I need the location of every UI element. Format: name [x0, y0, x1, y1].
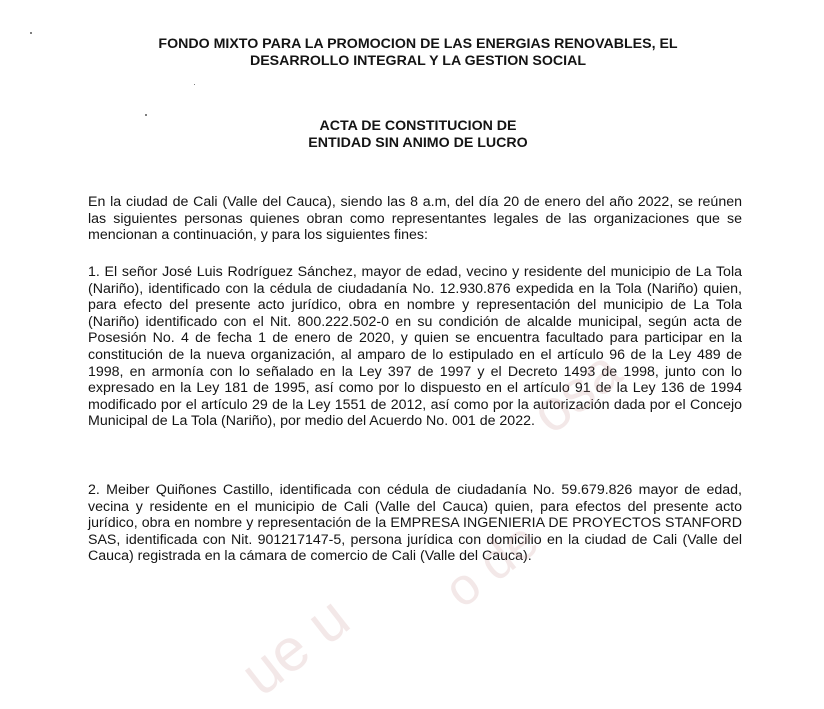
act-title-line-2: ENTIDAD SIN ANIMO DE LUCRO — [308, 135, 528, 151]
item-2-paragraph: 2. Meiber Quiñones Castillo, identificada con cédula de ciudadanía No. 59.679.826 mayor de edad, vecina y residente en el municipio de Cali (Valle del Cauca) quien, para efectos del presente acto jurídico, obra en nombre y representación de la EMPRESA INGENIERIA DE PROYECTOS STANFORD SAS, identificada con Nit. 901217147-5, persona jurídica con domicilio en la ciudad de Cali (Valle del Cauca) registrada en la cámara de comercio de Cali (Valle del Cauca). — [88, 482, 742, 565]
watermark-text-3: ue u — [228, 583, 362, 709]
organization-title-line-1: FONDO MIXTO PARA LA PROMOCION DE LAS ENERGIAS RENOVABLES, EL — [158, 36, 678, 52]
scan-speck — [194, 84, 195, 85]
watermark-text-1: osa — [519, 337, 634, 447]
act-title — [6, 118, 824, 152]
item-1-paragraph: 1. El señor José Luis Rodríguez Sánchez, mayor de edad, vecino y residente del municipio de La Tola (Nariño), identificado con la cédula de ciudadanía No. 12.930.876 expedida en la Tola (Nariño) quien, para efecto del presente acto jurídico, obra en nombre y representación del municipio de La Tola (Nariño) identificado con el Nit. 800.222.502-0 en su condición de alcalde municipal, según acta de Posesión No. 4 de fecha 1 de enero de 2020, y quien se encuentra facultado para participar en la constitución de la nueva organización, al amparo de lo estipulado en el artículo 96 de la Ley 489 de 1998, en armonía con lo señalado en la Ley 397 de 1997 y el Decreto 1493 de 1998, junto con lo expresado en la Ley 181 de 1995, así como por lo dispuesto en el artículo 91 de la Ley 136 de 1994 modificado por el artículo 29 de la Ley 1551 de 2012, así como por la autorización dada por el Concejo Municipal de La Tola (Nariño), por medio del Acuerdo No. 001 de 2022. — [88, 264, 742, 430]
intro-paragraph: En la ciudad de Cali (Valle del Cauca), siendo las 8 a.m, del día 20 de enero del año 2022, se reúnen las siguientes personas quienes obran como representantes legales de las organizaciones que se mencionan a continuación, y para los siguientes fines: — [88, 194, 742, 244]
organization-title-line-2: DESARROLLO INTEGRAL Y LA GESTION SOCIAL — [249, 53, 587, 69]
organization-title — [6, 36, 824, 70]
scan-speck — [145, 114, 147, 116]
act-title-line-1: ACTA DE CONSTITUCION DE — [319, 118, 517, 134]
watermark-text-2: o de — [433, 511, 550, 620]
scan-speck — [30, 32, 32, 34]
